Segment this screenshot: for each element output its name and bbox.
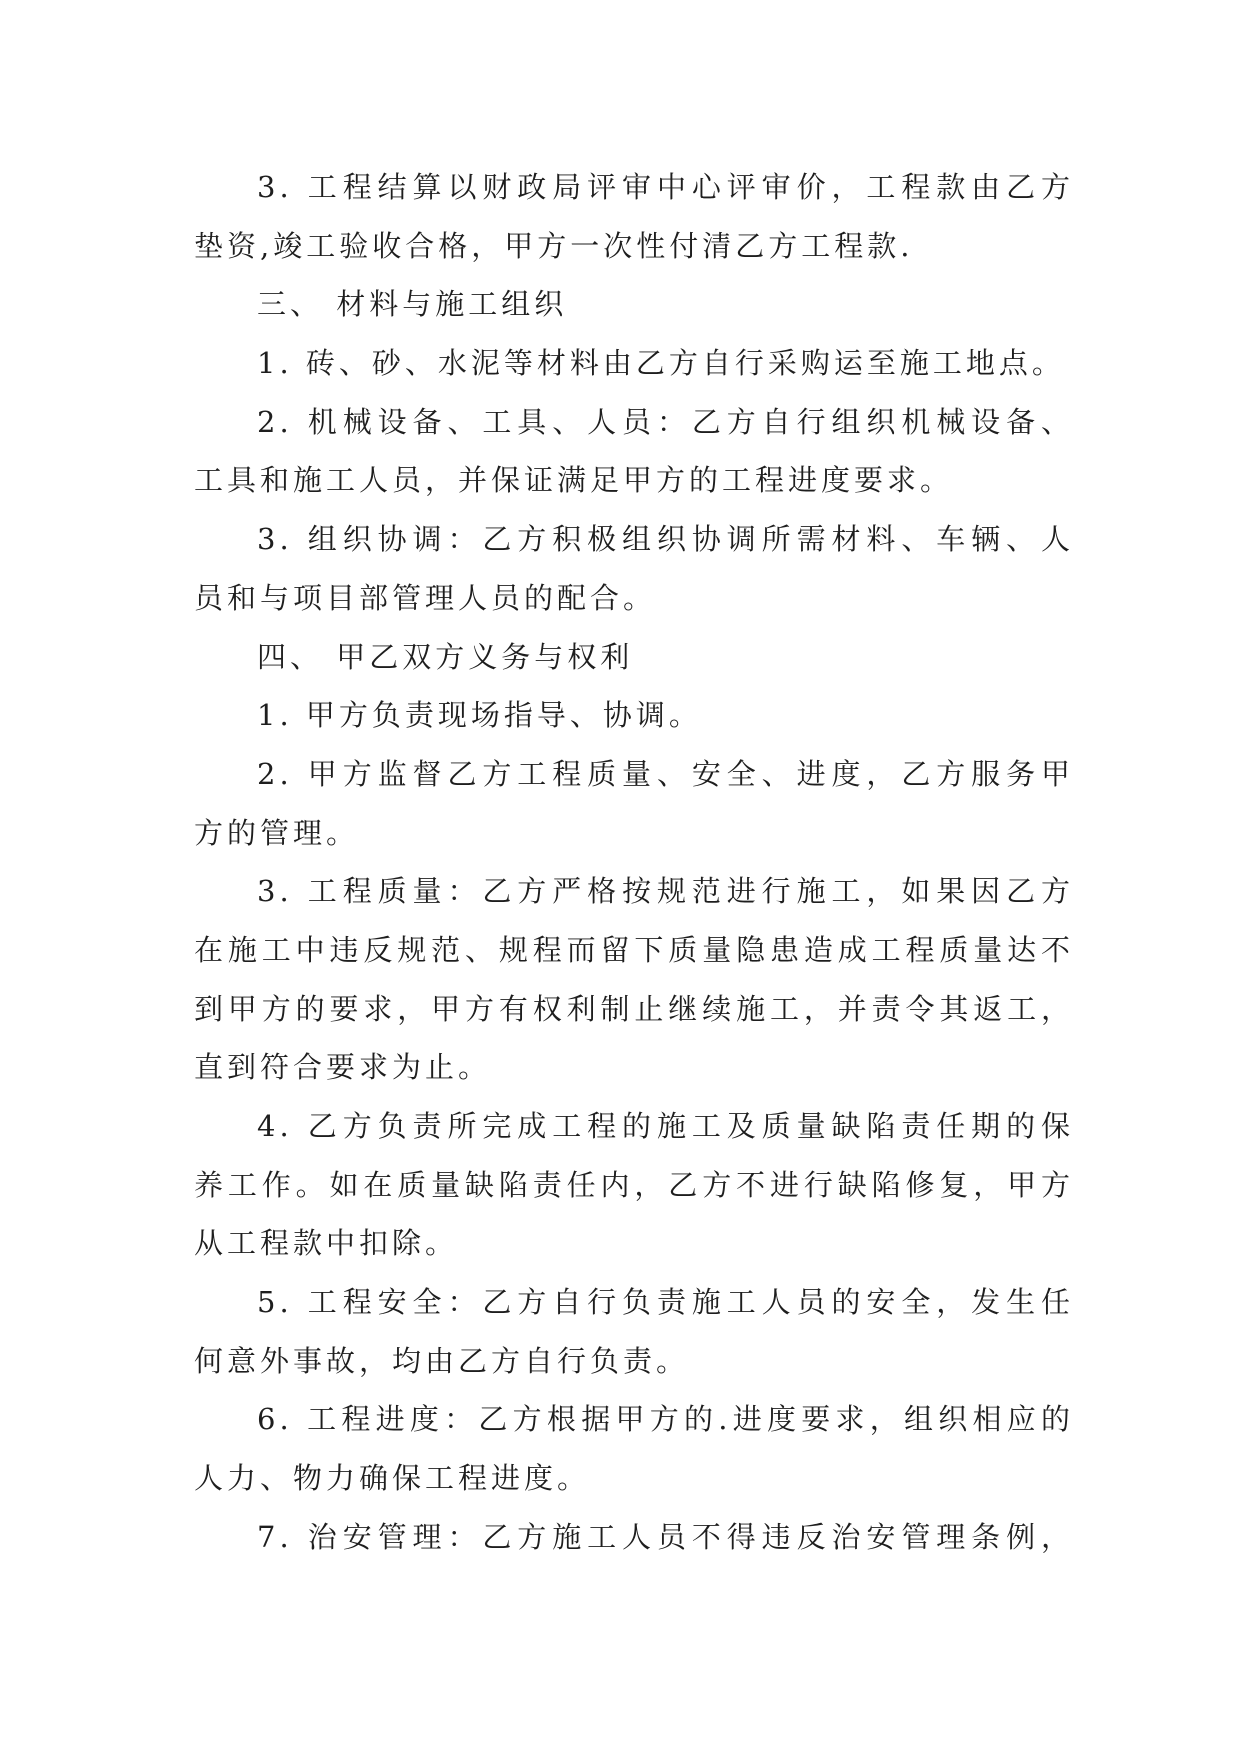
text-line: 2. 甲方监督乙方工程质量、安全、进度，乙方服务甲	[257, 756, 1074, 791]
paragraph-settlement	[194, 158, 1074, 275]
text-line: 直到符合要求为止。	[194, 1050, 492, 1085]
paragraph-public-security	[194, 1508, 1074, 1567]
text-line: 工具和施工人员，并保证满足甲方的工程进度要求。	[194, 463, 954, 498]
body-text	[194, 158, 1074, 1567]
paragraph-quality	[194, 862, 1074, 1097]
section-heading: 三、 材料与施工组织	[257, 287, 568, 322]
text-line: 何意外事故，均由乙方自行负责。	[194, 1343, 690, 1378]
text-line: 2. 机械设备、工具、人员：乙方自行组织机械设备、	[257, 404, 1074, 439]
text-line: 5. 工程安全：乙方自行负责施工人员的安全，发生任	[257, 1285, 1074, 1320]
section-heading: 四、 甲乙双方义务与权利	[257, 639, 634, 674]
text-line: 养工作。如在质量缺陷责任内，乙方不进行缺陷修复，甲方	[194, 1167, 1074, 1202]
text-line: 员和与项目部管理人员的配合。	[194, 580, 657, 615]
text-line: 1. 甲方负责现场指导、协调。	[257, 698, 702, 733]
text-line: 在施工中违反规范、规程而留下质量隐患造成工程质量达不	[194, 932, 1074, 967]
text-line: 垫资,竣工验收合格，甲方一次性付清乙方工程款.	[194, 228, 914, 263]
text-line: 3. 组织协调：乙方积极组织协调所需材料、车辆、人	[257, 522, 1074, 557]
text-line: 从工程款中扣除。	[194, 1226, 459, 1261]
text-line: 到甲方的要求，甲方有权利制止继续施工，并责令其返工，	[194, 991, 1074, 1026]
text-line: 方的管理。	[194, 815, 360, 850]
paragraph-site-guidance	[194, 686, 1074, 745]
text-line: 人力、物力确保工程进度。	[194, 1461, 591, 1496]
paragraph-equipment	[194, 393, 1074, 510]
text-line: 4. 乙方负责所完成工程的施工及质量缺陷责任期的保	[257, 1109, 1074, 1143]
text-line: 3. 工程结算以财政局评审中心评审价，工程款由乙方	[257, 170, 1074, 204]
paragraph-coordination	[194, 510, 1074, 627]
paragraph-schedule	[194, 1390, 1074, 1507]
section-heading-materials	[194, 275, 1074, 334]
text-line: 7. 治安管理：乙方施工人员不得违反治安管理条例，	[257, 1519, 1074, 1554]
paragraph-supervision	[194, 745, 1074, 862]
text-line: 3. 工程质量：乙方严格按规范进行施工，如果因乙方	[257, 874, 1074, 909]
text-line: 1. 砖、砂、水泥等材料由乙方自行采购运至施工地点。	[257, 346, 1065, 381]
paragraph-materials	[194, 334, 1074, 393]
text-line: 6. 工程进度：乙方根据甲方的.进度要求，组织相应的	[257, 1402, 1074, 1437]
paragraph-defect-liability	[194, 1097, 1074, 1273]
section-heading-obligations	[194, 628, 1074, 687]
paragraph-safety	[194, 1273, 1074, 1390]
